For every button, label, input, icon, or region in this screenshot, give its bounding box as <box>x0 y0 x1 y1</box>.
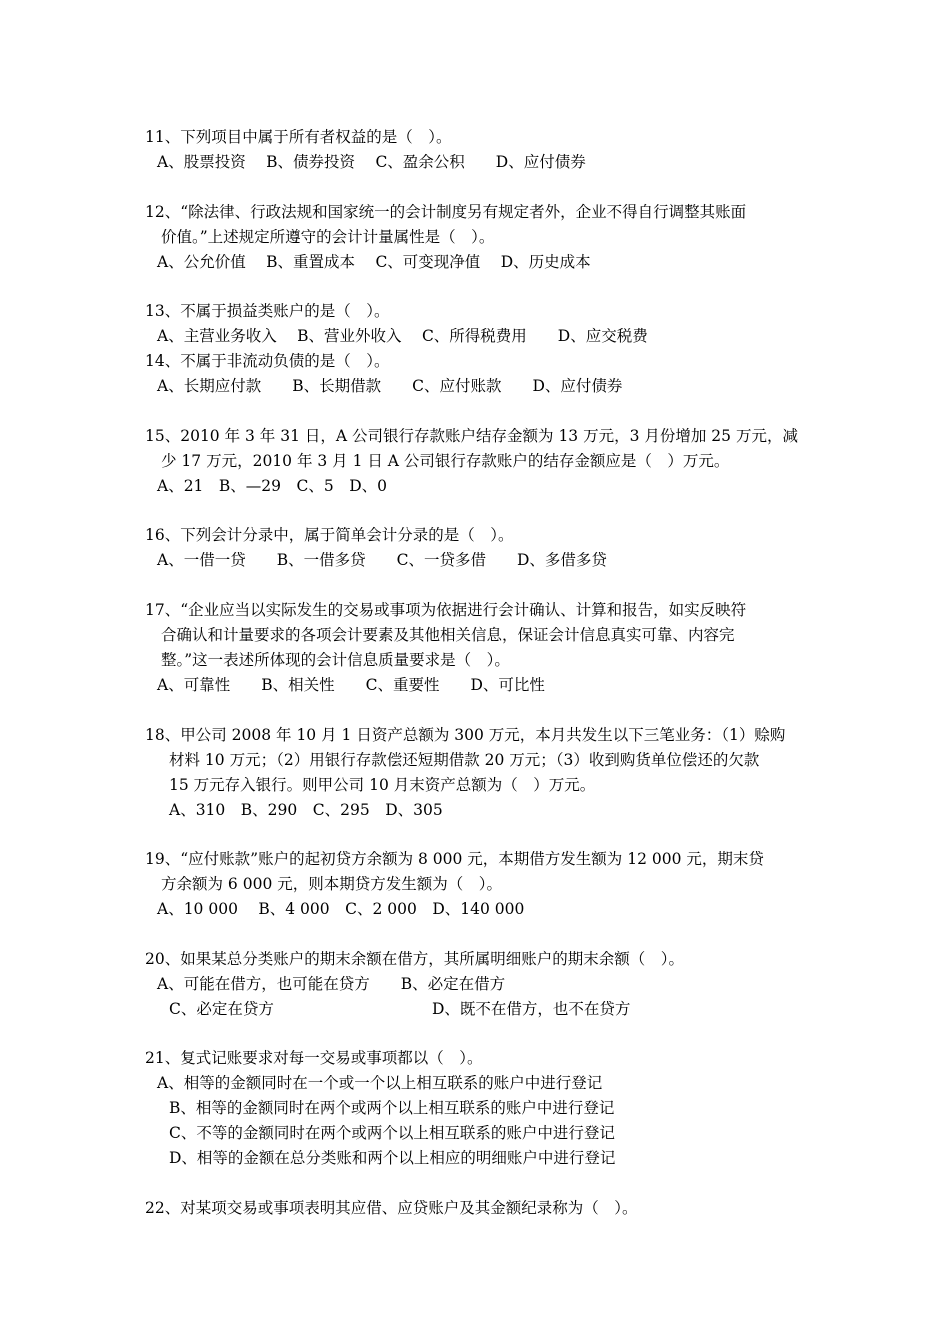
question-22-stem: 22、对某项交易或事项表明其应借、应贷账户及其金额纪录称为（ ）。 <box>145 1199 638 1217</box>
question-21-option-d: D、相等的金额在总分类账和两个以上相应的明细账户中进行登记 <box>169 1149 616 1167</box>
question-21-stem: 21、复式记账要求对每一交易或事项都以（ ）。 <box>145 1049 483 1067</box>
question-19-stem-cont: 方余额为 6 000 元，则本期贷方发生额为（ ）。 <box>161 875 502 893</box>
question-13-options: A、主营业务收入 B、营业外收入 C、所得税费用 D、应交税费 <box>157 327 648 345</box>
question-17-stem-cont-2: 整。”这一表述所体现的会计信息质量要求是（ ）。 <box>161 651 510 669</box>
question-15-options: A、21 B、—29 C、5 D、0 <box>157 477 388 495</box>
question-20-options-row-1: A、可能在借方，也可能在贷方 B、必定在借方 <box>157 975 506 993</box>
question-18-stem: 18、甲公司 2008 年 10 月 1 日资产总额为 300 万元，本月共发生以下三笔业务：（1）赊购 <box>145 726 786 744</box>
question-18-stem-cont-2: 15 万元存入银行。则甲公司 10 月末资产总额为（ ）万元。 <box>169 776 596 794</box>
question-20-option-c: C、必定在贷方 <box>169 1000 274 1018</box>
question-15-stem-cont: 少 17 万元，2010 年 3 月 1 日 A 公司银行存款账户的结存金额应是（ ）万元。 <box>161 452 730 470</box>
question-19-stem: 19、“应付账款”账户的起初贷方余额为 8 000 元，本期借方发生额为 12 000 元，期末贷 <box>145 850 764 868</box>
question-14-stem: 14、不属于非流动负债的是（ ）。 <box>145 352 390 370</box>
question-13-stem: 13、不属于损益类账户的是（ ）。 <box>145 302 390 320</box>
question-19-options: A、10 000 B、4 000 C、2 000 D、140 000 <box>157 900 525 918</box>
question-18-stem-cont-1: 材料 10 万元；（2）用银行存款偿还短期借款 20 万元；（3）收到购货单位偿还的欠款 <box>169 751 760 769</box>
question-17-stem: 17、“企业应当以实际发生的交易或事项为依据进行会计确认、计算和报告，如实反映符 <box>145 601 747 619</box>
question-11-stem: 11、下列项目中属于所有者权益的是（ ）。 <box>145 128 452 146</box>
question-12-options: A、公允价值 B、重置成本 C、可变现净值 D、历史成本 <box>157 253 591 271</box>
question-21-option-b: B、相等的金额同时在两个或两个以上相互联系的账户中进行登记 <box>169 1099 615 1117</box>
question-18-options: A、310 B、290 C、295 D、305 <box>169 801 443 819</box>
question-12-stem: 12、“除法律、行政法规和国家统一的会计制度另有规定者外，企业不得自行调整其账面 <box>145 203 747 221</box>
question-17-options: A、可靠性 B、相关性 C、重要性 D、可比性 <box>157 676 545 694</box>
question-11-options: A、股票投资 B、债券投资 C、盈余公积 D、应付债券 <box>157 153 586 171</box>
question-20-stem: 20、如果某总分类账户的期末余额在借方，其所属明细账户的期末余额（ ）。 <box>145 950 684 968</box>
question-17-stem-cont-1: 合确认和计量要求的各项会计要素及其他相关信息，保证会计信息真实可靠、内容完 <box>161 626 735 644</box>
question-12-stem-cont: 价值。”上述规定所遵守的会计计量属性是（ ）。 <box>161 228 495 246</box>
question-14-options: A、长期应付款 B、长期借款 C、应付账款 D、应付债券 <box>157 377 623 395</box>
question-16-stem: 16、下列会计分录中，属于简单会计分录的是（ ）。 <box>145 526 514 544</box>
question-16-options: A、一借一贷 B、一借多贷 C、一贷多借 D、多借多贷 <box>157 551 607 569</box>
question-20-option-d: D、既不在借方，也不在贷方 <box>432 1000 631 1018</box>
question-21-option-a: A、相等的金额同时在一个或一个以上相互联系的账户中进行登记 <box>157 1074 603 1092</box>
question-21-option-c: C、不等的金额同时在两个或两个以上相互联系的账户中进行登记 <box>169 1124 615 1142</box>
question-15-stem: 15、2010 年 3 年 31 日，A 公司银行存款账户结存金额为 13 万元，3 月份增加 25 万元，减 <box>145 427 798 445</box>
